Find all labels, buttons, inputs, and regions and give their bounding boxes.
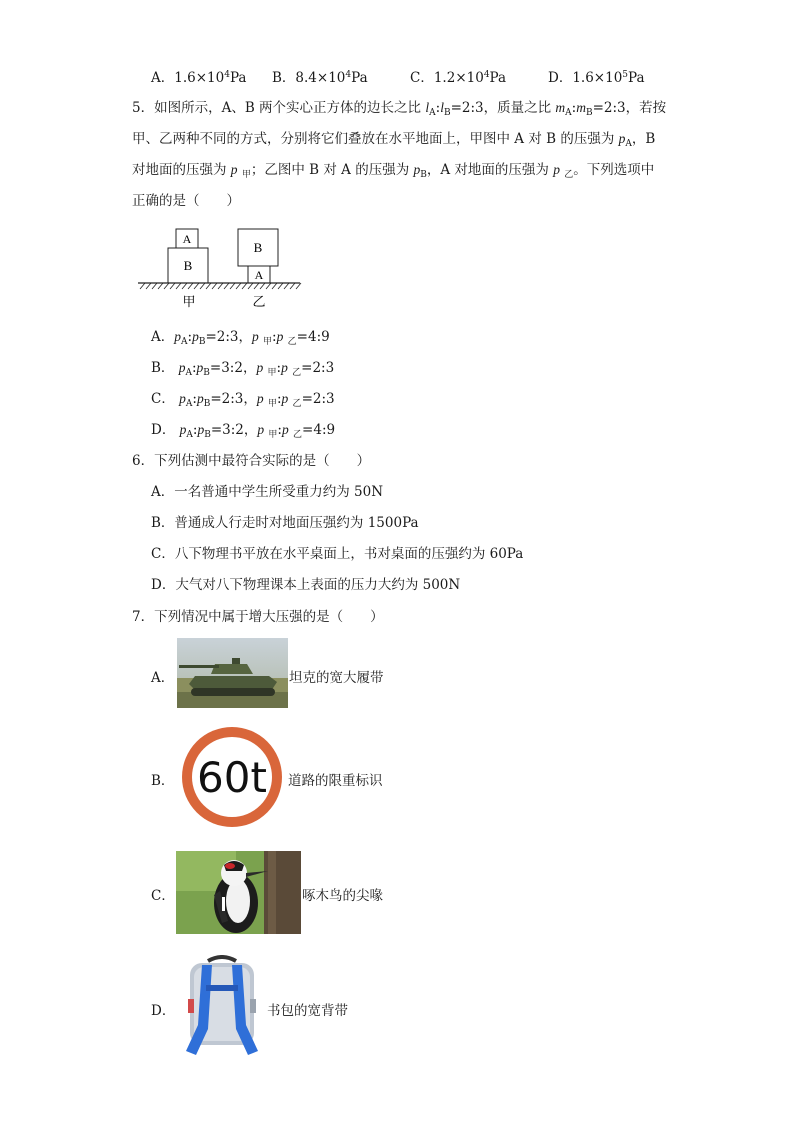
- q4-option-b: B．$8.4\times 10^4Pa$: [272, 70, 368, 86]
- q6-option-b: B．普通成人行走时对地面压强约为 1500Pa: [151, 515, 419, 531]
- yi-cube-a-label: A: [254, 268, 264, 282]
- weight-limit-sign: [177, 725, 287, 830]
- q4-option-c: C．$1.2\times 10^4Pa$: [410, 70, 507, 86]
- q6-option-d: D．大气对八下物理课本上表面的压力大约为 500N: [151, 577, 461, 593]
- tank-photo: [177, 638, 288, 708]
- q7-option-c-letter: C．: [151, 888, 175, 904]
- q5-stem-line3: 对地面的压强为 p $_甲$；乙图中 B 对 A 的压强为 $p_B$，A 对地面的压强为 p $_乙$。下列选项中: [132, 162, 655, 180]
- svg-text:60t: 60t: [197, 753, 267, 802]
- label-yi: 乙: [252, 295, 266, 310]
- q5-stacked-cubes-diagram: [134, 224, 304, 310]
- jia-cube-a-label: A: [182, 232, 192, 246]
- q7-option-d-letter: D．: [151, 1003, 176, 1019]
- yi-cube-b-label: B: [253, 240, 263, 255]
- woodpecker-photo: [176, 851, 301, 934]
- q7-option-b-letter: B．: [151, 773, 175, 789]
- q5-stem-line2: 甲、乙两种不同的方式，分别将它们叠放在水平地面上，甲图中 A 对 B 的压强为 $p_A$，B: [132, 131, 656, 149]
- q4-option-d: D．$1.6\times 10^5Pa$: [548, 70, 645, 86]
- label-jia: 甲: [182, 295, 196, 310]
- q6-option-a: A．一名普通中学生所受重力约为 50N: [151, 484, 384, 500]
- q5-option-b: B． $p_A:p_B=3:2$，p $_甲$:p $_乙$=2:3: [151, 360, 335, 378]
- q5-stem-line4: 正确的是（ ）: [132, 193, 240, 209]
- q6-stem: 6．下列估测中最符合实际的是（ ）: [132, 453, 371, 469]
- q7-option-a-letter: A．: [151, 670, 175, 686]
- q4-option-a: A．$1.6\times 10^4Pa$: [151, 70, 247, 86]
- q5-option-a: A．$p_A:p_B=2:3$，p $_甲$:p $_乙$=4:9: [151, 329, 330, 347]
- jia-cube-b-label: B: [183, 258, 193, 273]
- ground-hatching: [140, 283, 301, 289]
- backpack-photo: [178, 955, 266, 1059]
- q7-option-c-caption: 啄木鸟的尖喙: [302, 888, 383, 904]
- q5-stem-line1: 5．如图所示，A、B 两个实心正方体的边长之比 $l_A:l_B=2:3$，质量之比 $m_A:m_B=2:3$，若按: [132, 100, 667, 118]
- q7-stem: 7．下列情况中属于增大压强的是（ ）: [132, 609, 384, 625]
- q7-option-d-caption: 书包的宽背带: [267, 1003, 348, 1019]
- q7-option-a-caption: 坦克的宽大履带: [289, 670, 384, 686]
- q5-option-c: C． $p_A:p_B=2:3$，p $_甲$:p $_乙$=2:3: [151, 391, 335, 409]
- q6-option-c: C．八下物理书平放在水平桌面上，书对桌面的压强约为 60Pa: [151, 546, 524, 562]
- q7-option-b-caption: 道路的限重标识: [288, 773, 383, 789]
- q5-option-d: D． $p_A:p_B=3:2$，p $_甲$:p $_乙$=4:9: [151, 422, 336, 440]
